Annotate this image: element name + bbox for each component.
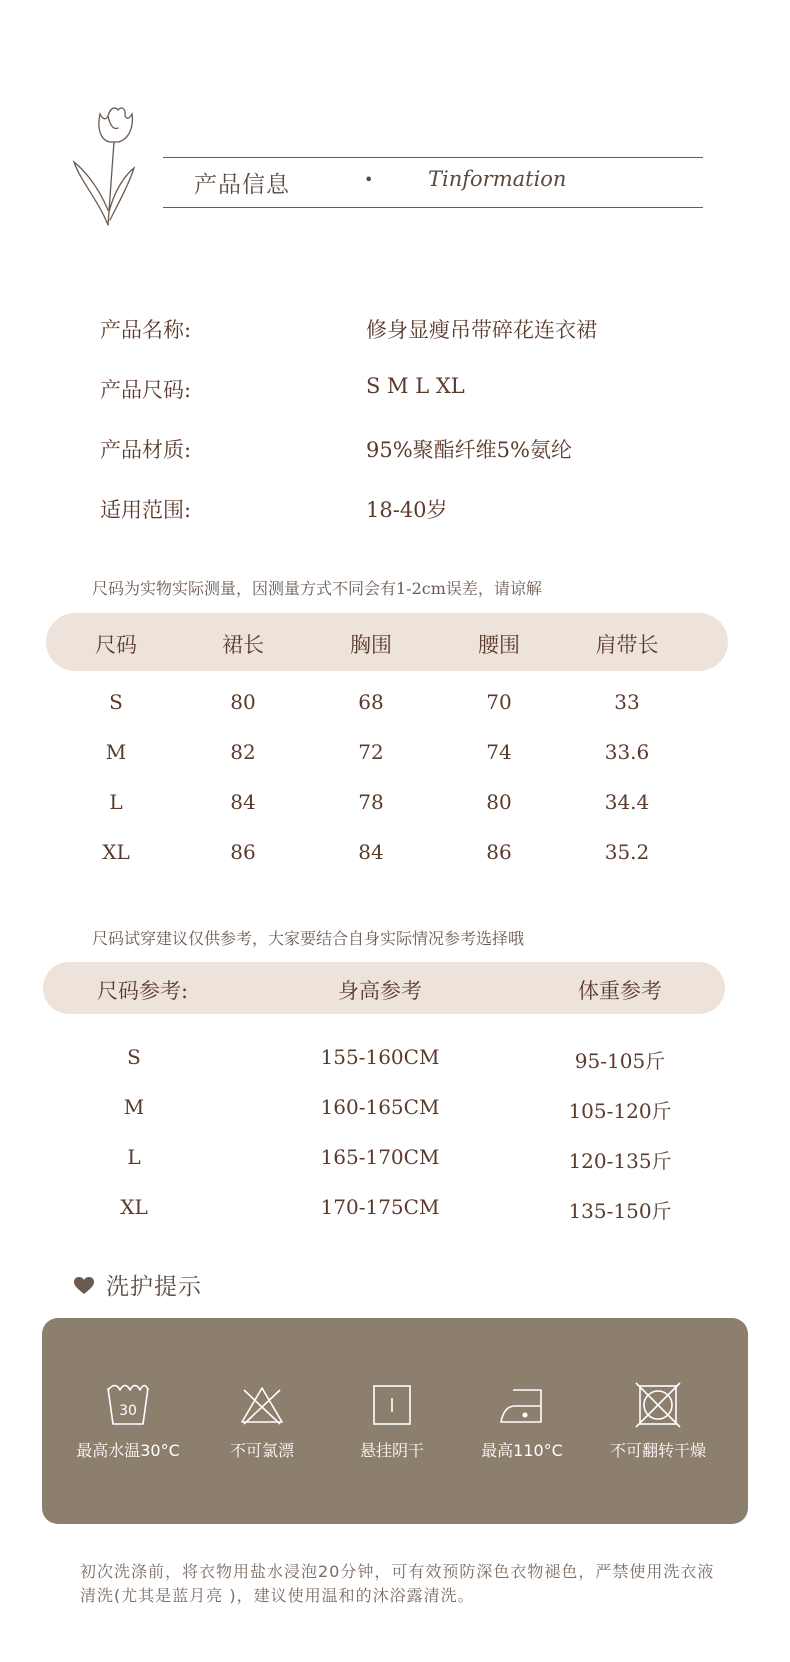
size-cell: 84 — [358, 840, 384, 864]
care-item-no-tumble — [593, 1380, 723, 1461]
size-header-length: 裙长 — [222, 633, 264, 657]
size-cell: 33 — [614, 690, 640, 714]
fit-cell: 165-170CM — [320, 1145, 440, 1169]
care-footer-note: 初次洗涤前，将衣物用盐水浸泡20分钟，可有效预防深色衣物褪色，严禁使用洗衣液清洗(尤其是蓝月亮 )，建议使用温和的沐浴露清洗。 — [80, 1562, 715, 1605]
size-cell: 33.6 — [604, 740, 650, 764]
size-header-size: 尺码 — [95, 633, 137, 657]
care-label-wash: 最高水温30°C — [76, 1441, 180, 1460]
care-item-iron — [457, 1380, 587, 1461]
fit-note: 尺码试穿建议仅供参考，大家要结合自身实际情况参考选择哦 — [92, 929, 525, 948]
size-cell: 80 — [486, 790, 512, 814]
heart-icon — [74, 1277, 94, 1295]
size-cell: 86 — [230, 840, 256, 864]
fit-cell: L — [127, 1145, 141, 1169]
info-label-size: 产品尺码: — [100, 378, 192, 402]
fit-cell: XL — [120, 1195, 148, 1219]
wash-30-icon — [103, 1380, 153, 1430]
fit-cell: 170-175CM — [320, 1195, 440, 1219]
size-cell: S — [109, 690, 123, 714]
size-cell: L — [109, 790, 123, 814]
fit-cell: M — [123, 1095, 145, 1119]
care-item-hang-dry — [327, 1380, 457, 1461]
size-cell: 84 — [230, 790, 256, 814]
size-note: 尺码为实物实际测量，因测量方式不同会有1-2cm误差，请谅解 — [92, 579, 542, 598]
size-cell: 80 — [230, 690, 256, 714]
size-header-waist: 腰围 — [478, 633, 520, 657]
fit-header-height: 身高参考 — [338, 979, 422, 1003]
size-header-bust: 胸围 — [350, 633, 392, 657]
hang-dry-icon — [367, 1380, 417, 1430]
tulip-icon — [70, 100, 140, 230]
care-item-wash — [63, 1380, 193, 1461]
size-header-strap: 肩带长 — [595, 633, 659, 657]
care-label-no-tumble: 不可翻转干燥 — [609, 1441, 706, 1460]
care-label-hang-dry: 悬挂阴干 — [359, 1441, 424, 1460]
iron-110-icon — [497, 1380, 547, 1430]
size-cell: 74 — [486, 740, 512, 764]
care-label-iron: 最高110°C — [481, 1441, 563, 1460]
fit-cell: 135-150斤 — [568, 1199, 672, 1223]
info-label-material: 产品材质: — [100, 438, 192, 462]
size-cell: 86 — [486, 840, 512, 864]
header-top-rule — [163, 157, 703, 158]
no-tumble-dry-icon — [633, 1380, 683, 1430]
size-cell: XL — [102, 840, 130, 864]
page-subtitle-en: Tinformation — [428, 167, 567, 191]
fit-cell: 105-120斤 — [568, 1099, 672, 1123]
fit-cell: 160-165CM — [320, 1095, 440, 1119]
fit-header-size: 尺码参考: — [97, 979, 189, 1003]
info-label-range: 适用范围: — [100, 498, 192, 522]
fit-cell: 120-135斤 — [568, 1149, 672, 1173]
size-cell: 78 — [358, 790, 384, 814]
size-cell: 68 — [358, 690, 384, 714]
wash-temp-badge: 30 — [119, 1403, 137, 1419]
fit-cell: 155-160CM — [320, 1045, 440, 1069]
size-cell: M — [105, 740, 127, 764]
fit-cell: 95-105斤 — [574, 1049, 666, 1073]
care-title: 洗护提示 — [106, 1274, 202, 1300]
no-bleach-icon — [237, 1380, 287, 1430]
title-separator-dot: • — [364, 170, 374, 189]
header-bottom-rule — [163, 207, 703, 208]
fit-cell: S — [127, 1045, 141, 1069]
size-cell: 34.4 — [604, 790, 650, 814]
info-value-material: 95%聚酯纤维5%氨纶 — [366, 438, 572, 462]
info-label-name: 产品名称: — [100, 318, 192, 342]
info-value-name: 修身显瘦吊带碎花连衣裙 — [366, 318, 597, 342]
size-cell: 70 — [486, 690, 512, 714]
care-item-no-bleach — [197, 1380, 327, 1461]
care-label-no-bleach: 不可氯漂 — [229, 1441, 294, 1460]
info-value-range: 18-40岁 — [366, 498, 448, 522]
size-cell: 35.2 — [604, 840, 650, 864]
size-cell: 72 — [358, 740, 384, 764]
info-value-size: S M L XL — [366, 374, 465, 398]
size-cell: 82 — [230, 740, 256, 764]
fit-header-weight: 体重参考 — [578, 979, 662, 1003]
page-title: 产品信息 — [194, 172, 290, 198]
